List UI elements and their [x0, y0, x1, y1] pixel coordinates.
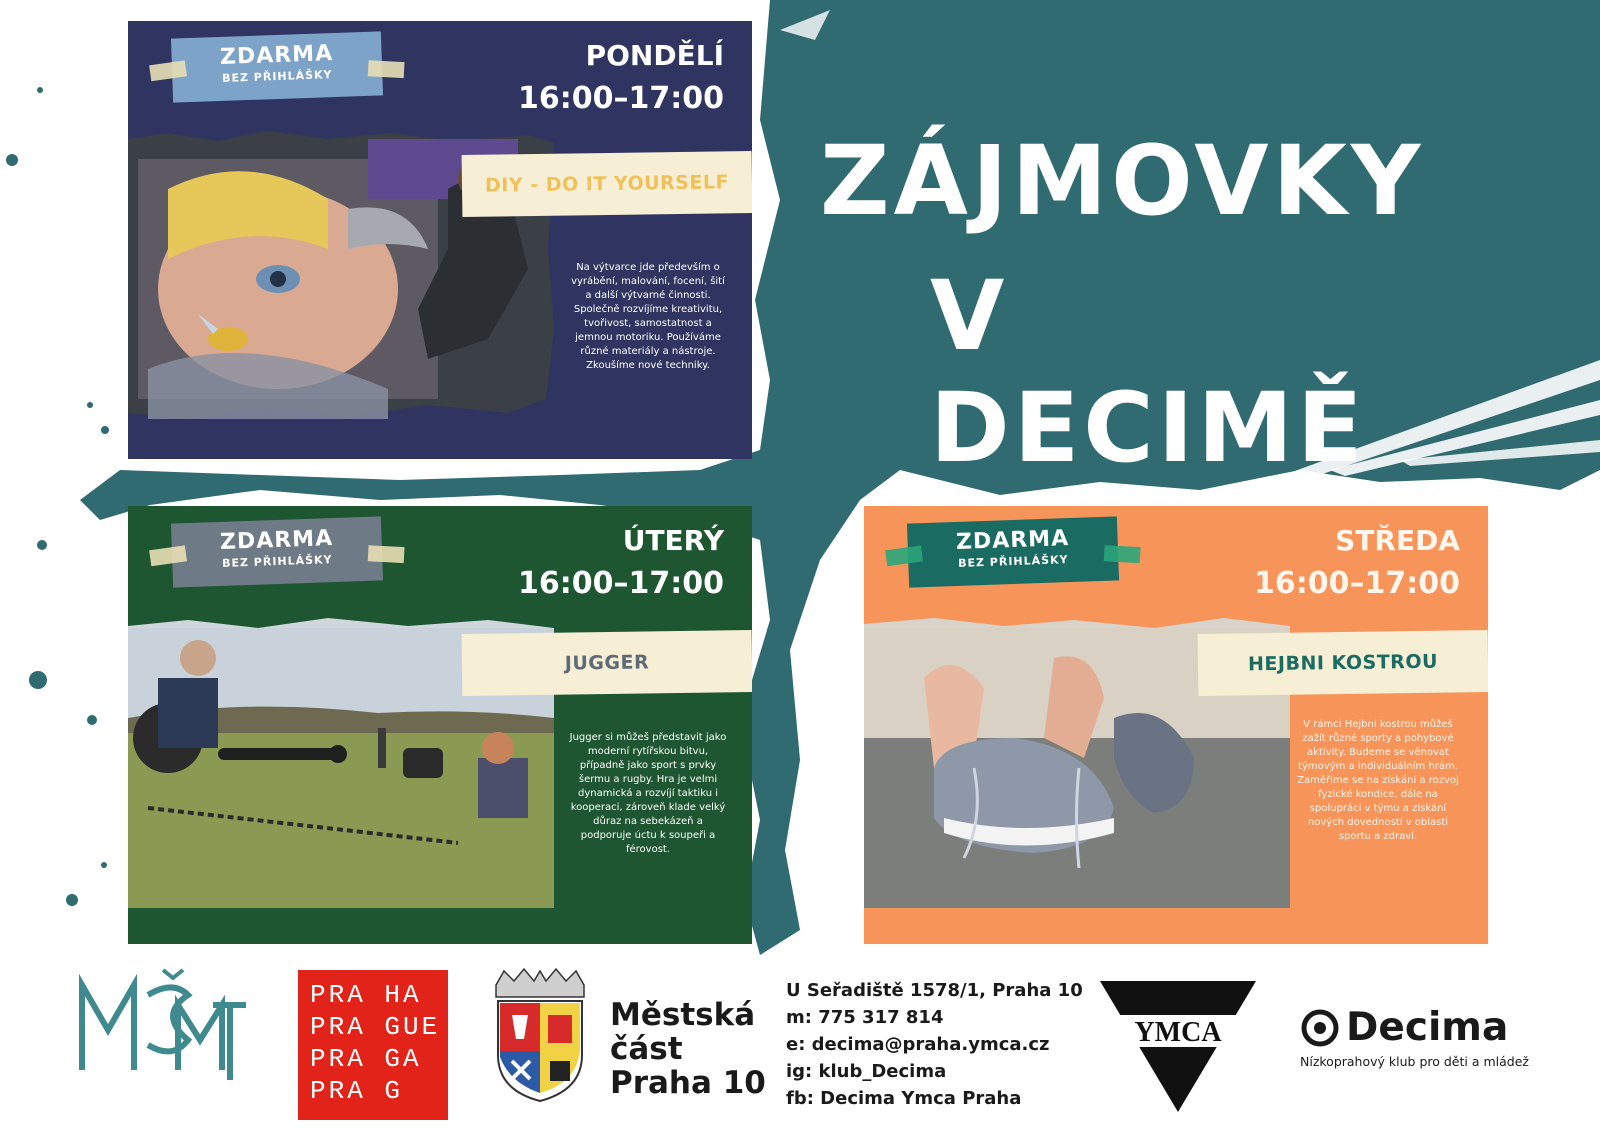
free-tag-main: ZDARMA — [219, 41, 334, 70]
contact-info — [786, 977, 1083, 1112]
contact-instagram: ig: klub_Decima — [786, 1061, 947, 1082]
tape-decoration — [1104, 545, 1141, 563]
activity-card-monday — [128, 21, 752, 459]
free-tag-sub: BEZ PŘIHLÁŠKY — [221, 68, 333, 85]
free-tag-main: ZDARMA — [955, 526, 1070, 555]
tape-decoration — [368, 545, 405, 563]
activity-description: V rámci Hejbni kostrou můžeš zažít různé sporty a pohybové aktivity. Budeme se věnovat týmovým a individuálním hrám. Zaměříme se na získání a rozvoj fyzické kondice, dále na spolupráci v týmu a získání nových dovedností v oblasti sportu a zdraví. — [1297, 719, 1459, 842]
free-tag-main: ZDARMA — [219, 526, 334, 555]
decima-ring-icon — [1300, 1008, 1340, 1048]
activity-card-wednesday — [864, 506, 1488, 944]
poster-title-line1: ZÁJMOVKY — [820, 125, 1425, 237]
free-tag-sub: BEZ PŘIHLÁŠKY — [957, 553, 1069, 570]
day-label: PONDĚLÍ — [585, 39, 724, 72]
praha10-crest-icon — [490, 965, 590, 1105]
time-label: 16:00–17:00 — [518, 565, 724, 601]
contact-address: U Seřadiště 1578/1, Praha 10 — [786, 980, 1083, 1001]
praha-logo — [298, 970, 448, 1120]
mestska-cast-line: část — [610, 1031, 683, 1067]
praha-logo-line: PRA GA — [310, 1044, 422, 1074]
decima-logo — [1300, 1005, 1529, 1069]
free-tag — [171, 31, 383, 102]
day-label: ÚTERÝ — [622, 524, 724, 557]
contact-email: e: decima@praha.ymca.cz — [786, 1034, 1050, 1055]
free-tag — [907, 516, 1119, 587]
schedule — [518, 41, 724, 115]
svg-text:YMCA: YMCA — [1134, 1017, 1222, 1048]
praha-logo-line: PRA GUE — [310, 1012, 441, 1042]
activity-banner: HEJBNI KOSTROU — [1198, 630, 1488, 696]
contact-facebook: fb: Decima Ymca Praha — [786, 1088, 1022, 1109]
contact-phone: m: 775 317 814 — [786, 1007, 944, 1028]
activity-card-tuesday — [128, 506, 752, 944]
mestska-cast-text — [610, 998, 766, 1100]
activity-banner: DIY - DO IT YOURSELF — [462, 151, 752, 217]
tape-decoration — [368, 60, 405, 78]
day-label: STŘEDA — [1335, 524, 1460, 557]
ymca-logo — [1098, 979, 1258, 1114]
free-tag-sub: BEZ PŘIHLÁŠKY — [221, 553, 333, 570]
decima-subtitle: Nízkoprahový klub pro děti a mládež — [1300, 1054, 1529, 1069]
praha-logo-line: PRA G — [310, 1076, 404, 1106]
praha-logo-line: PRA HA — [310, 980, 422, 1010]
time-label: 16:00–17:00 — [1254, 565, 1460, 601]
poster-title-line2: V DECIMĚ — [930, 260, 1367, 484]
free-tag — [171, 516, 383, 587]
msmt-logo — [78, 960, 248, 1080]
schedule — [518, 526, 724, 600]
mestska-cast-line: Praha 10 — [610, 1065, 766, 1101]
activity-banner: JUGGER — [462, 630, 752, 696]
decima-name: Decima — [1346, 1005, 1509, 1050]
time-label: 16:00–17:00 — [518, 80, 724, 116]
activity-description: Na výtvarce jde především o vyrábění, malování, focení, šití a další výtvarné činnosti. Společně rozvíjíme kreativitu, tvořivost, samostatnost a jemnou motoriku. Používáme různé materiály a nástroje. Zkoušíme nové techniky. — [571, 262, 725, 371]
schedule — [1254, 526, 1460, 600]
mestska-cast-line: Městská — [610, 997, 756, 1033]
activity-description: Jugger si můžeš představit jako moderní rytířskou bitvu, případně jako sport s prvky šermu a rugby. Hra je velmi dynamická a rozvíjí taktiku i kooperaci, zároveň klade velký důraz na sebekázeň a podporuje úctu k soupeři a férovost. — [569, 732, 727, 855]
